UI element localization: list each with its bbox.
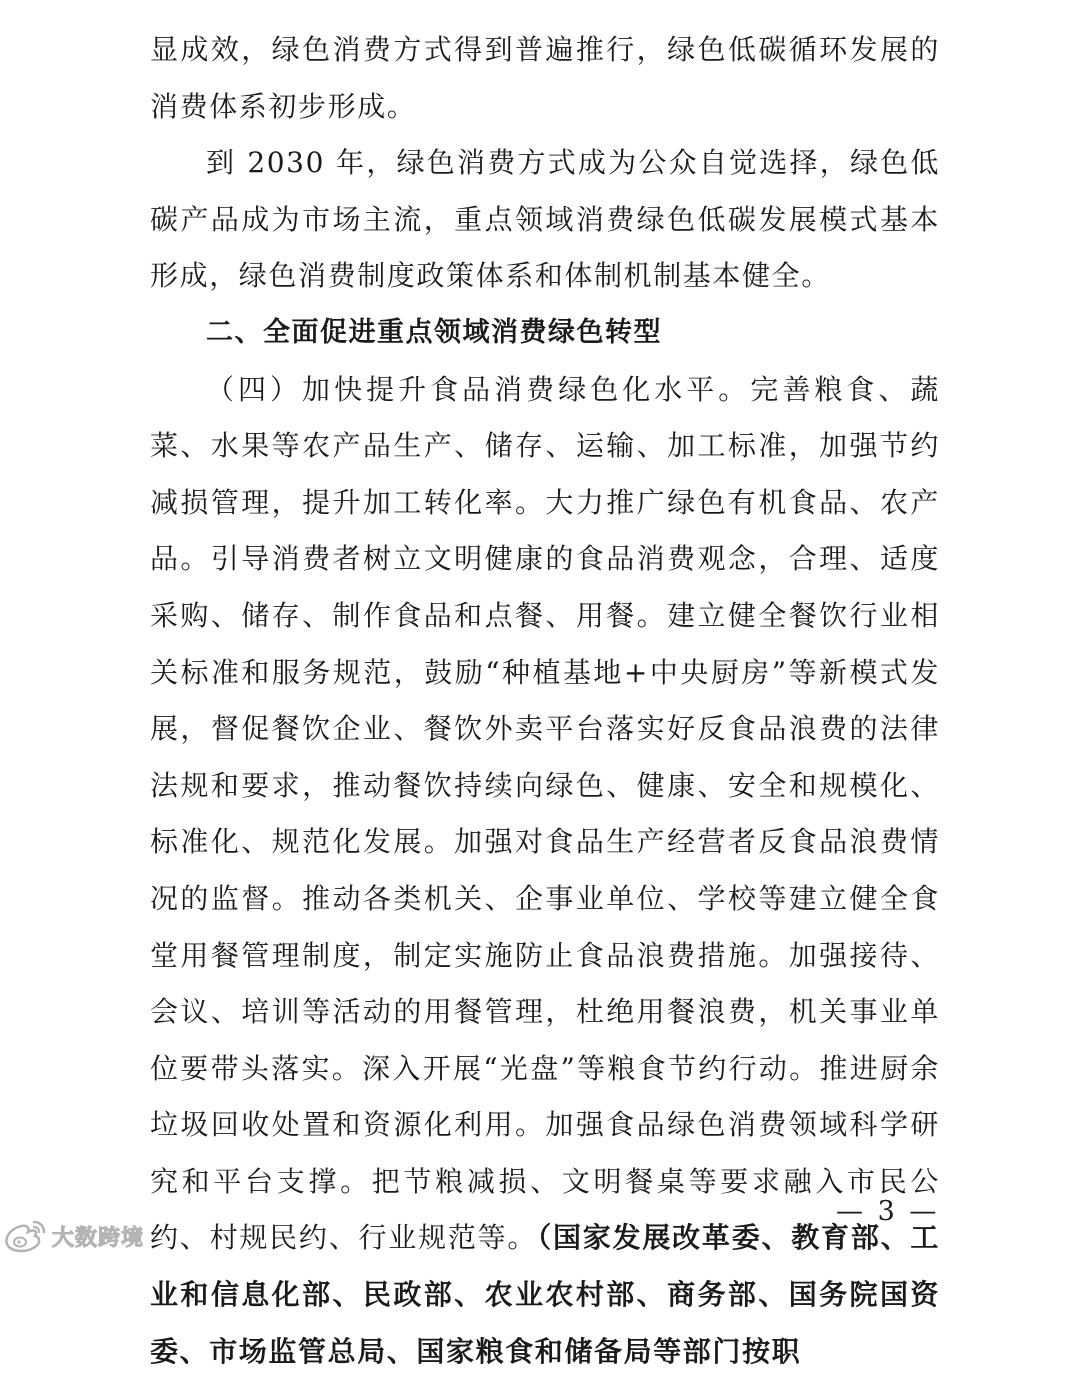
food-paragraph-body: （四）加快提升食品消费绿色化水平。完善粮食、蔬菜、水果等农产品生产、储存、运输、加工标准，加强节约减损管理，提升加工转化率。大力推广绿色有机食品、农产品。引导消费者树立文明健康的食品消费观念，合理、适度采购、储存、制作食品和点餐、用餐。建立健全餐饮行业相关标准和服务规范，鼓励“种植基地+中央厨房”等新模式发展，督促餐饮企业、餐饮外卖平台落实好反食品浪费的法律法规和要求，推动餐饮持续向绿色、健康、安全和规模化、标准化、规范化发展。加强对食品生产经营者反食品浪费情况的监督。推动各类机关、企事业单位、学校等建立健全食堂用餐管理制度，制定实施防止食品浪费措施。加强接待、会议、培训等活动的用餐管理，杜绝用餐浪费，机关事业单位要带头落实。深入开展“光盘”等粮食节约行动。推进厨余垃圾回收处置和资源化利用。加强食品绿色消费领域科学研究和平台支撑。把节粮减损、文明餐桌等要求融入市民公约、村规民约、行业规范等。 [150,372,940,1255]
section-heading: 二、全面促进重点领域消费绿色转型 [206,316,662,348]
paragraph-target-2030: 到 2030 年，绿色消费方式成为公众自觉选择，绿色低碳产品成为市场主流，重点领域消费绿色低碳发展模式基本形成，绿色消费制度政策体系和体制机制基本健全。 [150,146,940,293]
page-number: — 3 — [836,1196,940,1227]
paragraph-food-consumption [150,362,940,1380]
watermark-text: 大数跨境 [52,1225,145,1251]
weibo-logo-icon [2,1218,48,1254]
document-page [150,22,940,1380]
paragraph-continuation: 显成效，绿色消费方式得到普遍推行，绿色低碳循环发展的消费体系初步形成。 [150,33,940,123]
responsible-departments: （国家发展改革委、教育部、工业和信息化部、民政部、农业农村部、商务部、国务院国资委、市场监管总局、国家粮食和储备局等部门按职 [150,1221,940,1368]
watermark [2,1218,144,1254]
